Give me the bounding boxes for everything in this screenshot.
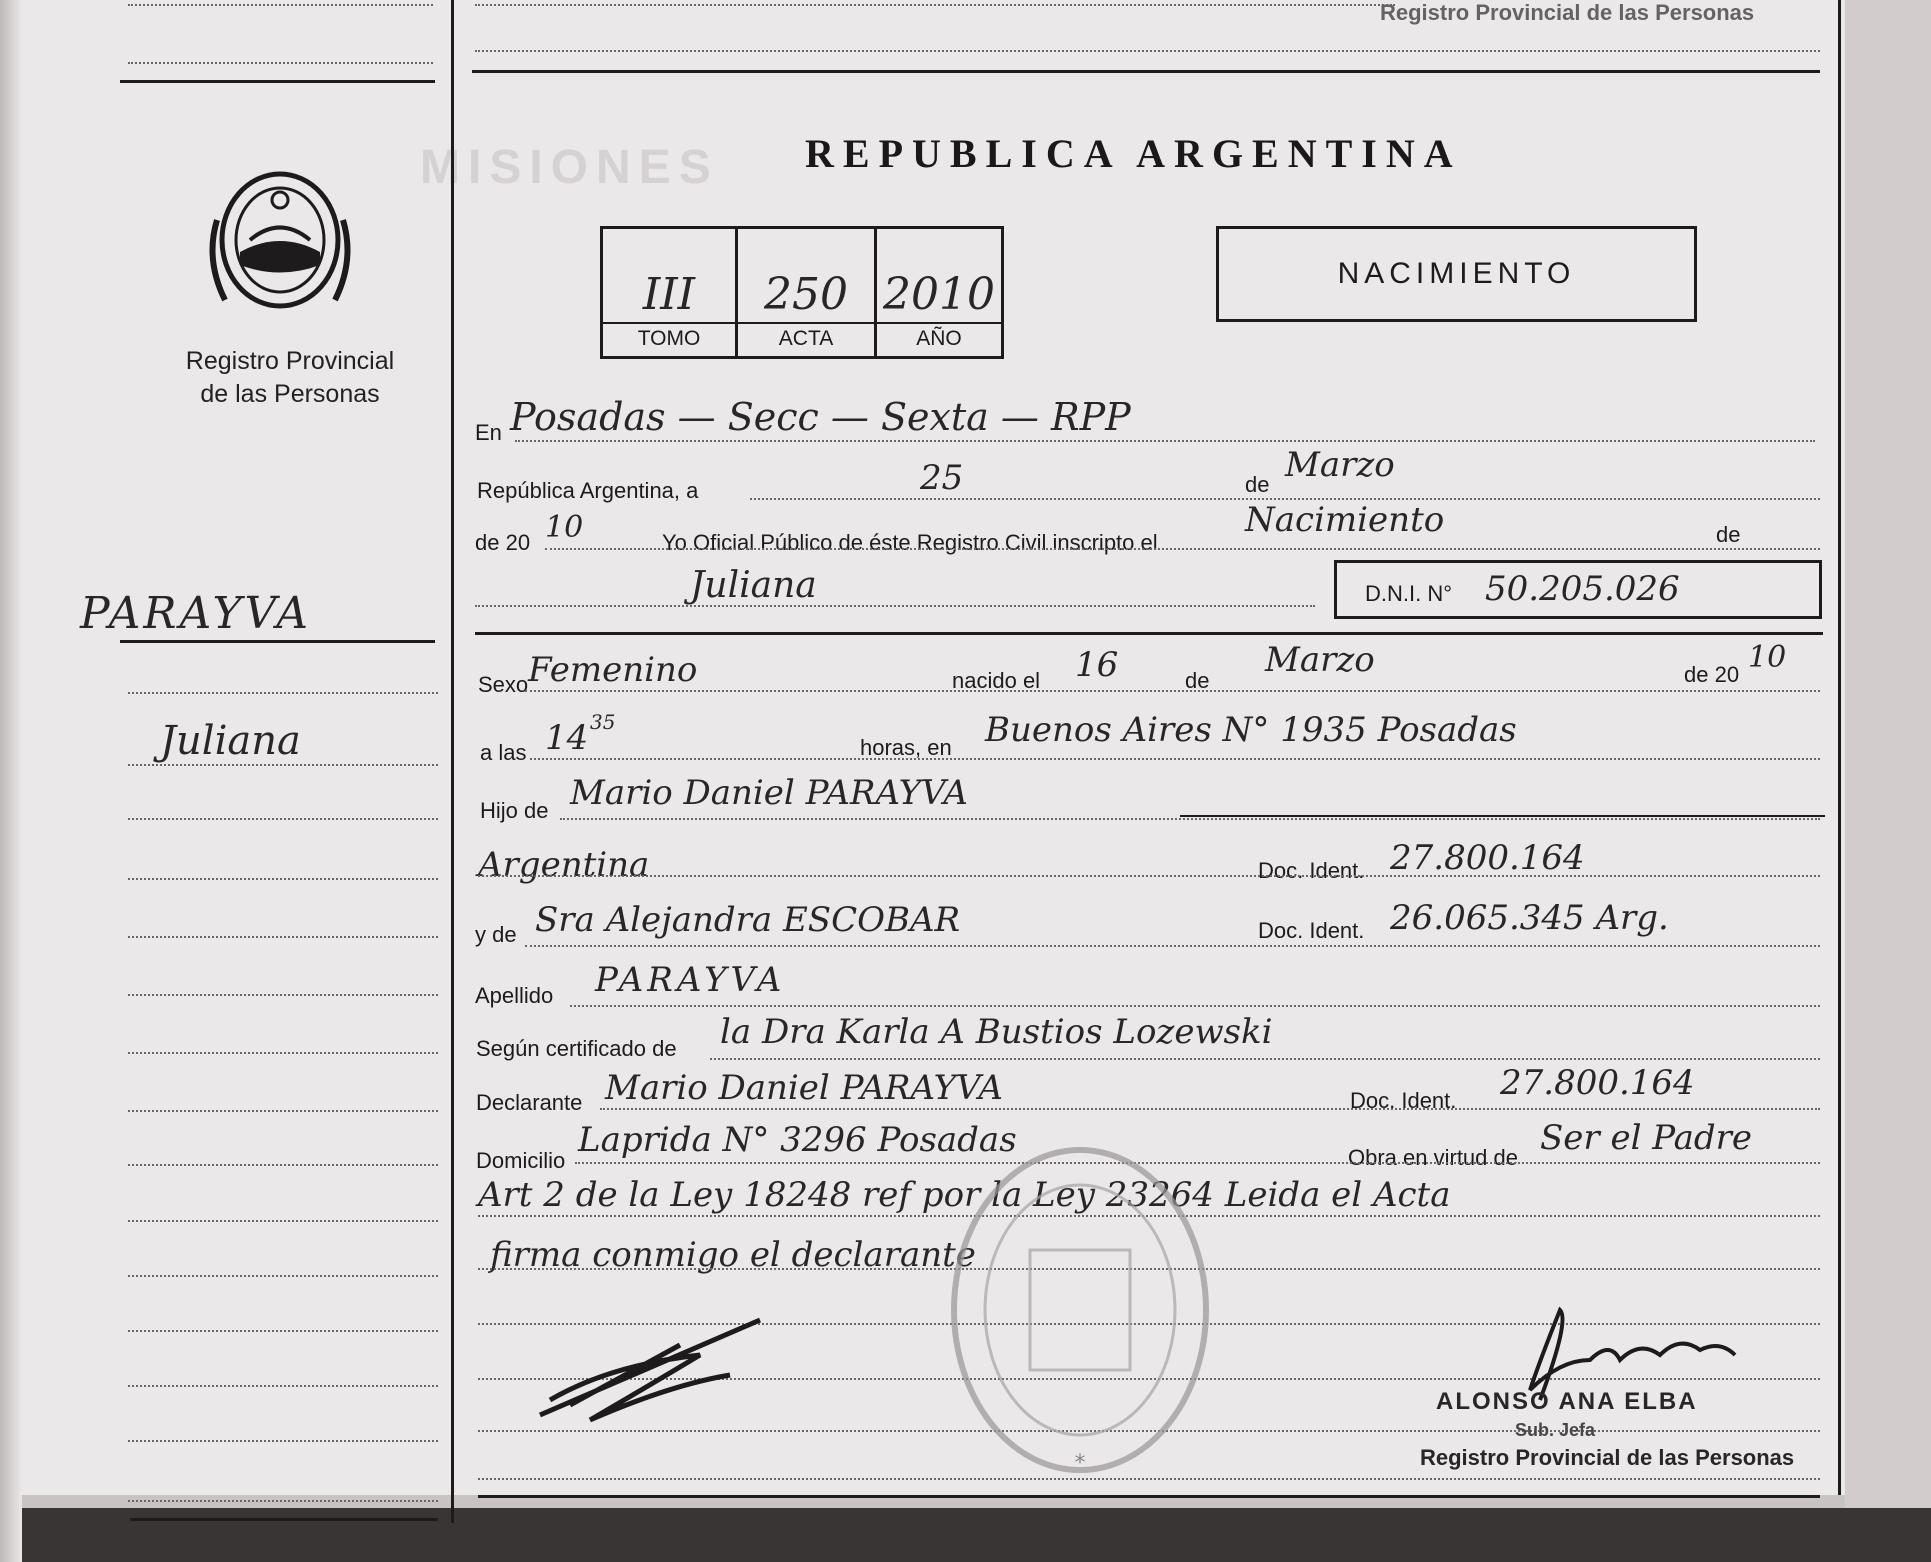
registry-name xyxy=(140,345,440,411)
top-stamp: Registro Provincial de las Personas xyxy=(1380,0,1755,25)
segun-label: Según certificado de xyxy=(476,1036,677,1061)
en-label: En xyxy=(475,420,502,445)
apellido-value: PARAYVA xyxy=(595,960,786,1000)
provincial-seal-icon xyxy=(205,160,355,320)
sexo-value: Femenino xyxy=(528,650,698,690)
nacido-label: nacido el xyxy=(952,668,1041,693)
birth-place-value: Buenos Aires N° 1935 Posadas xyxy=(985,710,1517,750)
acta-value: 250 xyxy=(764,269,848,320)
official-round-stamp xyxy=(945,1140,1215,1480)
tomo-label: TOMO xyxy=(637,327,701,350)
apellido-label: Apellido xyxy=(475,983,554,1008)
tomo-cell xyxy=(603,229,738,356)
place-value: Posadas — Secc — Sexta — RPP xyxy=(510,395,1131,439)
registry-line2: de las Personas xyxy=(200,380,380,408)
birth-month-value: Marzo xyxy=(1265,640,1375,680)
obra-value: Ser el Padre xyxy=(1540,1118,1753,1158)
birth-year-suffix: 10 xyxy=(1748,640,1787,675)
month-value: Marzo xyxy=(1285,445,1395,485)
dni-label: D.N.I. N° xyxy=(1365,581,1453,606)
de-label-3: de xyxy=(1185,668,1210,693)
official-title: Sub. Jefa xyxy=(1515,1420,1596,1440)
declarante-label: Declarante xyxy=(476,1090,583,1115)
birth-year-prefix: de 20 xyxy=(1684,662,1740,687)
sexo-label: Sexo xyxy=(478,672,529,697)
year-prefix-label: de 20 xyxy=(475,530,531,555)
doc-label-3: Doc. Ident. xyxy=(1350,1088,1457,1113)
hour-value: 14 xyxy=(545,718,589,758)
day-value: 25 xyxy=(920,458,964,498)
watermark: MISIONES xyxy=(420,141,719,194)
de-label-2: de xyxy=(1716,522,1741,547)
declarante-doc-value: 27.800.164 xyxy=(1500,1063,1695,1103)
domicilio-value: Laprida N° 3296 Posadas xyxy=(578,1120,1017,1160)
anio-value: 2010 xyxy=(883,269,995,320)
register-box xyxy=(600,226,1004,359)
declarante-value: Mario Daniel PARAYVA xyxy=(605,1068,1003,1108)
dni-box xyxy=(1334,560,1822,619)
page-edge-shadow xyxy=(0,0,22,1562)
legal-line-2: firma conmigo el declarante xyxy=(490,1235,976,1275)
mother-doc-value: 26.065.345 Arg. xyxy=(1390,898,1669,938)
father-value: Mario Daniel PARAYVA xyxy=(570,773,968,813)
country-title: REPUBLICA ARGENTINA xyxy=(805,131,1462,176)
legal-line-1: Art 2 de la Ley 18248 ref por la Ley 23264 Leida el Acta xyxy=(478,1175,1451,1215)
child-name-value: Juliana xyxy=(690,565,817,606)
obra-label: Obra en virtud de xyxy=(1348,1145,1518,1170)
page-background xyxy=(1845,0,1931,1562)
mother-value: Sra Alejandra ESCOBAR xyxy=(535,900,961,940)
birth-day-value: 16 xyxy=(1075,645,1119,685)
domicilio-label: Domicilio xyxy=(476,1148,566,1173)
svg-text:*: * xyxy=(1074,1451,1086,1476)
anio-cell xyxy=(877,229,1001,356)
alas-label: a las xyxy=(480,740,527,765)
horas-label: horas, en xyxy=(860,735,952,760)
margin-surname: PARAYVA xyxy=(80,588,312,639)
official-name: ALONSO ANA ELBA xyxy=(1436,1388,1698,1415)
book-spine-shadow xyxy=(0,1508,1931,1562)
doc-label-2: Doc. Ident. xyxy=(1258,918,1365,943)
father-nationality: Argentina xyxy=(478,845,650,885)
year-suffix-value: 10 xyxy=(545,510,584,545)
acta-label: ACTA xyxy=(778,327,834,350)
dni-value: 50.205.026 xyxy=(1485,569,1680,609)
de-label-1: de xyxy=(1245,472,1270,497)
margin-given-name: Juliana xyxy=(160,718,301,764)
tomo-value: III xyxy=(642,269,696,320)
hijo-label: Hijo de xyxy=(480,798,549,823)
declarant-signature xyxy=(530,1305,780,1435)
record-type-box: NACIMIENTO xyxy=(1216,226,1697,322)
father-doc-value: 27.800.164 xyxy=(1390,838,1585,878)
republica-label: República Argentina, a xyxy=(477,478,699,503)
oficial-text: Yo Oficial Público de éste Registro Civil inscripto el xyxy=(662,530,1158,555)
minutes-value: 35 xyxy=(590,710,616,734)
doc-label-1: Doc. Ident. xyxy=(1258,858,1365,883)
anio-label: AÑO xyxy=(916,327,962,350)
certificado-value: la Dra Karla A Bustios Lozewski xyxy=(720,1012,1273,1052)
acta-cell xyxy=(738,229,877,356)
inscripto-value: Nacimiento xyxy=(1245,500,1445,540)
yde-label: y de xyxy=(475,922,517,947)
registry-line1: Registro Provincial xyxy=(185,347,395,375)
official-stamp-text: Registro Provincial de las Personas xyxy=(1420,1445,1795,1470)
